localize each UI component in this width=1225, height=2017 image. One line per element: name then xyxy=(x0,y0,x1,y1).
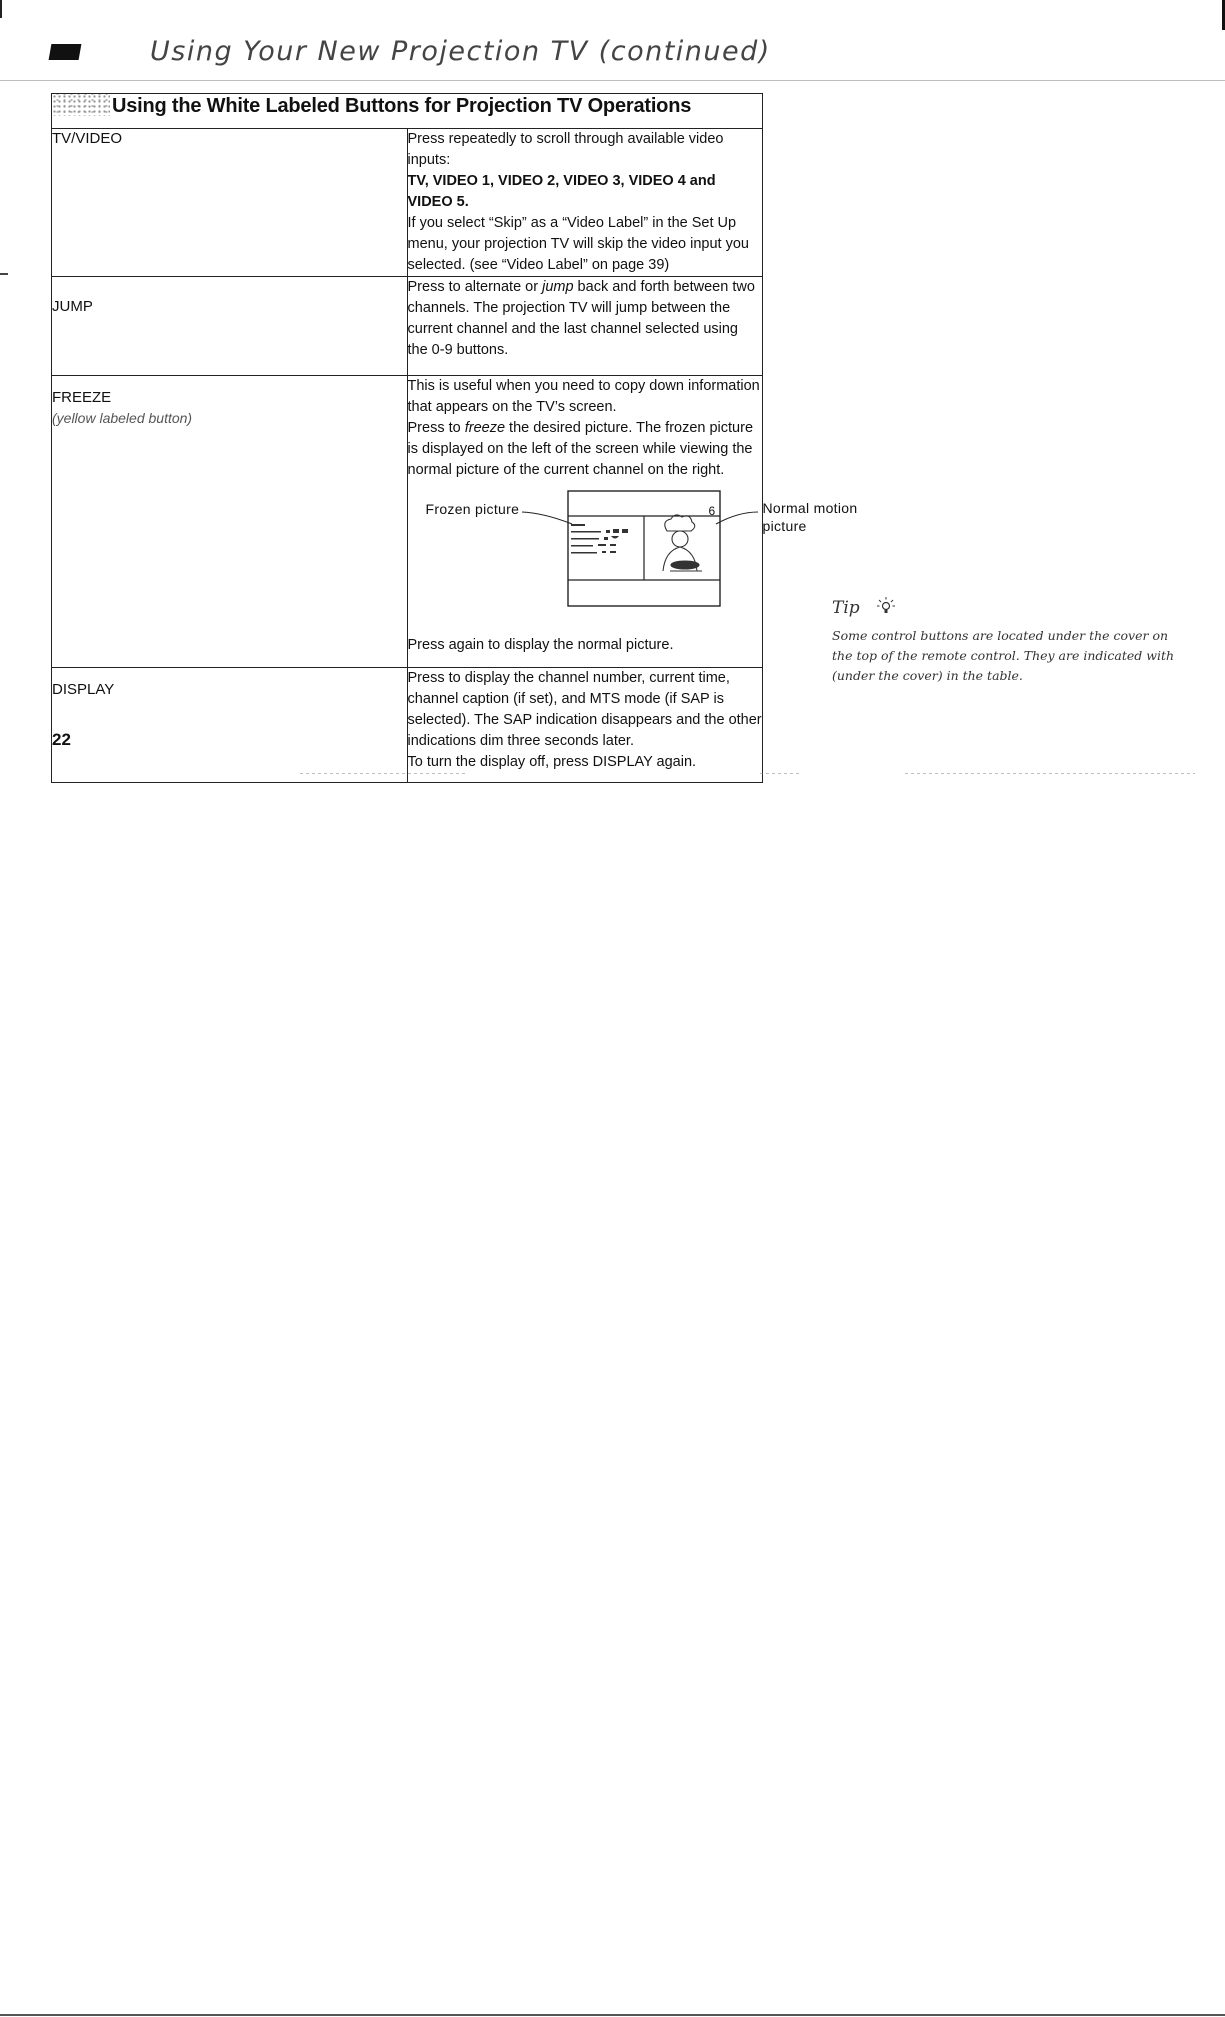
emphasis-text: jump xyxy=(542,279,574,295)
scan-edge-mark xyxy=(0,0,2,18)
table-row xyxy=(52,668,763,783)
scan-noise xyxy=(905,773,1195,774)
description-line: Press to display the channel number, current time, channel caption (if set), and MTS mode (if SAP is selected). The SAP indication disappears and the other indications dim three seconds later. xyxy=(407,670,762,749)
section-marker-block xyxy=(49,44,82,60)
header-rule xyxy=(0,80,1225,81)
tip-body: Some control buttons are located under the cover on the top of the remote control. They are indicated with (under the cover) in the table. xyxy=(832,628,1175,683)
description-text: back and forth between two channels. The projection TV will jump between the current channel and the last channel selected using the 0-9 buttons. xyxy=(407,279,755,358)
table-heading xyxy=(52,94,763,129)
tv-screen xyxy=(568,491,720,606)
button-label-freeze: FREEZE xyxy=(52,389,112,406)
description-line: Press again to display the normal picture. xyxy=(407,637,674,653)
table-row xyxy=(52,129,763,277)
button-label-tv-video: TV/VIDEO xyxy=(52,129,408,277)
button-label-cell xyxy=(52,376,408,668)
button-label-jump: JUMP xyxy=(52,277,408,376)
video-input-list: TV, VIDEO 1, VIDEO 2, VIDEO 3, VIDEO 4 and VIDEO 5. xyxy=(407,173,716,210)
description-paragraph xyxy=(408,277,763,361)
normal-motion-picture-label: Normal motion picture xyxy=(762,500,858,534)
description-line: If you select “Skip” as a “Video Label” in the Set Up menu, your projection TV will skip the video input you selected. (see “Video Label” on page 39) xyxy=(407,215,749,273)
button-description xyxy=(407,277,763,376)
button-label-display: DISPLAY xyxy=(52,668,408,783)
page-header-title: Using Your New Projection TV (continued) xyxy=(150,36,771,67)
description-paragraph xyxy=(408,418,763,481)
tip-heading: Tip xyxy=(832,598,860,618)
table-row xyxy=(52,376,763,668)
description-text: Press to alternate or xyxy=(407,279,543,295)
button-description xyxy=(407,129,763,277)
description-line: To turn the display off, press DISPLAY again. xyxy=(407,754,697,770)
emphasis-text: freeze xyxy=(464,420,506,436)
page-number: 22 xyxy=(52,730,71,749)
bottom-edge-rule xyxy=(0,2014,1225,2016)
description-text: Press to xyxy=(407,420,465,436)
scan-edge-mark xyxy=(0,273,8,275)
table-heading-text: Using the White Labeled Buttons for Projection TV Operations xyxy=(112,95,692,117)
button-sublabel: (yellow labeled button) xyxy=(52,410,193,426)
description-line: Press repeatedly to scroll through available video inputs: xyxy=(407,131,724,168)
heading-decoration-icon xyxy=(52,94,110,116)
scan-noise xyxy=(300,773,465,774)
description-line: This is useful when you need to copy down information that appears on the TV’s screen. xyxy=(407,378,760,415)
description-text: the desired picture. The frozen picture is displayed on the left of the screen while viewing the normal picture of the current channel on the right. xyxy=(407,420,754,478)
lightbulb-icon xyxy=(875,596,897,618)
frozen-picture-label: Frozen picture xyxy=(425,501,520,517)
table-heading-row xyxy=(52,94,763,129)
button-description xyxy=(407,668,763,783)
table-row xyxy=(52,277,763,376)
channel-number-display: 6 xyxy=(708,504,716,518)
scan-noise xyxy=(760,773,800,774)
